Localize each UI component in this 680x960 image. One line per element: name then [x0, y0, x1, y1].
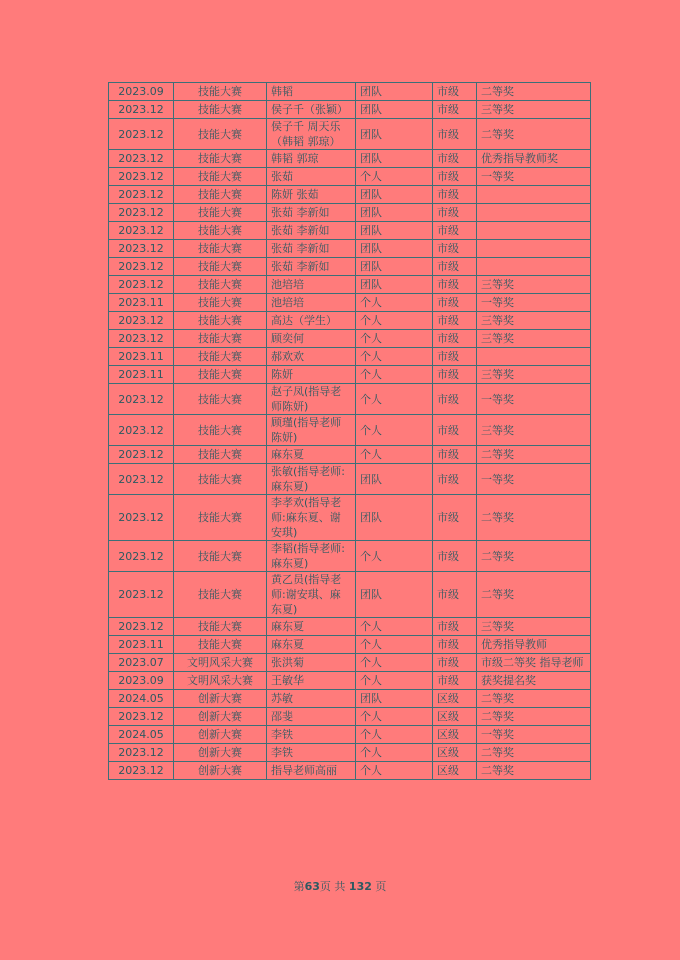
cell-event: 技能大赛 [174, 312, 267, 330]
table-row [109, 744, 591, 762]
cell-name: 张茹 [267, 168, 356, 186]
cell-award: 二等奖 [477, 572, 591, 618]
cell-date: 2023.11 [109, 366, 174, 384]
cell-date: 2023.11 [109, 294, 174, 312]
cell-level: 市级 [433, 101, 477, 119]
cell-name: 邵斐 [267, 708, 356, 726]
cell-event: 文明风采大赛 [174, 654, 267, 672]
table-row [109, 276, 591, 294]
cell-name: 李孝欢(指导老师:麻东夏、谢安琪) [267, 495, 356, 541]
cell-type: 个人 [356, 726, 433, 744]
cell-type: 团队 [356, 495, 433, 541]
cell-level: 市级 [433, 541, 477, 572]
cell-level: 市级 [433, 636, 477, 654]
cell-level: 市级 [433, 495, 477, 541]
table-row [109, 204, 591, 222]
cell-type: 个人 [356, 762, 433, 780]
cell-level: 市级 [433, 654, 477, 672]
cell-date: 2023.12 [109, 204, 174, 222]
cell-event: 技能大赛 [174, 150, 267, 168]
cell-name: 张茹 李新如 [267, 258, 356, 276]
cell-award [477, 204, 591, 222]
cell-date: 2023.12 [109, 762, 174, 780]
cell-date: 2023.12 [109, 541, 174, 572]
cell-type: 团队 [356, 119, 433, 150]
cell-name: 李铁 [267, 744, 356, 762]
table-row [109, 294, 591, 312]
cell-type: 个人 [356, 366, 433, 384]
cell-event: 技能大赛 [174, 258, 267, 276]
cell-name: 李韬(指导老师:麻东夏) [267, 541, 356, 572]
cell-name: 池培培 [267, 294, 356, 312]
cell-award: 二等奖 [477, 744, 591, 762]
cell-award [477, 222, 591, 240]
cell-award: 一等奖 [477, 168, 591, 186]
cell-type: 个人 [356, 708, 433, 726]
cell-date: 2023.11 [109, 348, 174, 366]
cell-level: 市级 [433, 384, 477, 415]
cell-date: 2023.12 [109, 240, 174, 258]
table-row [109, 330, 591, 348]
cell-type: 团队 [356, 276, 433, 294]
cell-type: 个人 [356, 348, 433, 366]
cell-award: 二等奖 [477, 690, 591, 708]
table-row [109, 690, 591, 708]
table-row [109, 464, 591, 495]
table-row [109, 446, 591, 464]
cell-event: 技能大赛 [174, 415, 267, 446]
cell-name: 侯子千 周天乐（韩韬 郭琼） [267, 119, 356, 150]
cell-level: 区级 [433, 762, 477, 780]
cell-date: 2023.12 [109, 168, 174, 186]
cell-event: 创新大赛 [174, 744, 267, 762]
footer-middle: 页 共 [319, 880, 346, 893]
cell-award: 一等奖 [477, 726, 591, 744]
cell-level: 市级 [433, 168, 477, 186]
cell-event: 创新大赛 [174, 708, 267, 726]
cell-date: 2023.12 [109, 186, 174, 204]
table-row [109, 572, 591, 618]
cell-award: 三等奖 [477, 276, 591, 294]
cell-type: 团队 [356, 204, 433, 222]
cell-event: 技能大赛 [174, 541, 267, 572]
cell-level: 市级 [433, 618, 477, 636]
cell-date: 2023.12 [109, 415, 174, 446]
cell-award: 二等奖 [477, 495, 591, 541]
cell-date: 2023.11 [109, 636, 174, 654]
cell-date: 2023.12 [109, 572, 174, 618]
table-row [109, 618, 591, 636]
cell-date: 2023.12 [109, 384, 174, 415]
cell-name: 张敏(指导老师:麻东夏) [267, 464, 356, 495]
cell-award: 三等奖 [477, 366, 591, 384]
cell-name: 陈妍 张茹 [267, 186, 356, 204]
table-row [109, 636, 591, 654]
cell-name: 指导老师高丽 [267, 762, 356, 780]
cell-award: 二等奖 [477, 762, 591, 780]
cell-type: 个人 [356, 541, 433, 572]
cell-type: 个人 [356, 330, 433, 348]
cell-event: 创新大赛 [174, 690, 267, 708]
cell-date: 2023.12 [109, 495, 174, 541]
cell-event: 技能大赛 [174, 83, 267, 101]
cell-award: 优秀指导教师奖 [477, 150, 591, 168]
table-row [109, 495, 591, 541]
table-row [109, 186, 591, 204]
cell-award [477, 348, 591, 366]
cell-event: 创新大赛 [174, 762, 267, 780]
cell-award: 三等奖 [477, 101, 591, 119]
table-row [109, 101, 591, 119]
cell-name: 麻东夏 [267, 446, 356, 464]
cell-type: 个人 [356, 294, 433, 312]
cell-date: 2023.12 [109, 276, 174, 294]
cell-type: 个人 [356, 744, 433, 762]
awards-table-body [109, 83, 591, 780]
cell-level: 区级 [433, 726, 477, 744]
table-row [109, 240, 591, 258]
cell-event: 创新大赛 [174, 726, 267, 744]
table-row [109, 222, 591, 240]
cell-award: 三等奖 [477, 330, 591, 348]
awards-table [108, 82, 591, 780]
cell-type: 个人 [356, 446, 433, 464]
footer-suffix: 页 [375, 880, 387, 893]
cell-award: 优秀指导教师 [477, 636, 591, 654]
cell-level: 市级 [433, 312, 477, 330]
cell-award: 市级二等奖 指导老师 [477, 654, 591, 672]
cell-award: 二等奖 [477, 541, 591, 572]
table-row [109, 541, 591, 572]
cell-type: 个人 [356, 168, 433, 186]
cell-award: 三等奖 [477, 312, 591, 330]
cell-name: 韩韬 郭琼 [267, 150, 356, 168]
cell-level: 区级 [433, 708, 477, 726]
footer-prefix: 第 [293, 880, 305, 893]
cell-event: 技能大赛 [174, 119, 267, 150]
cell-level: 市级 [433, 415, 477, 446]
cell-event: 技能大赛 [174, 222, 267, 240]
cell-date: 2023.12 [109, 464, 174, 495]
cell-event: 技能大赛 [174, 446, 267, 464]
cell-level: 市级 [433, 294, 477, 312]
cell-award [477, 186, 591, 204]
cell-name: 李铁 [267, 726, 356, 744]
cell-level: 市级 [433, 348, 477, 366]
table-row [109, 119, 591, 150]
cell-event: 技能大赛 [174, 464, 267, 495]
cell-type: 个人 [356, 415, 433, 446]
footer-page-number: 63 [304, 880, 320, 893]
cell-name: 苏敏 [267, 690, 356, 708]
cell-level: 市级 [433, 464, 477, 495]
cell-event: 技能大赛 [174, 348, 267, 366]
cell-name: 张茹 李新如 [267, 222, 356, 240]
table-row [109, 348, 591, 366]
cell-date: 2023.12 [109, 330, 174, 348]
cell-level: 市级 [433, 150, 477, 168]
cell-award: 获奖提名奖 [477, 672, 591, 690]
cell-award: 二等奖 [477, 708, 591, 726]
cell-type: 团队 [356, 186, 433, 204]
cell-date: 2023.12 [109, 222, 174, 240]
cell-level: 市级 [433, 240, 477, 258]
cell-event: 技能大赛 [174, 276, 267, 294]
cell-event: 技能大赛 [174, 384, 267, 415]
table-row [109, 384, 591, 415]
cell-date: 2023.12 [109, 258, 174, 276]
cell-date: 2023.12 [109, 446, 174, 464]
cell-type: 个人 [356, 672, 433, 690]
table-row [109, 150, 591, 168]
cell-event: 技能大赛 [174, 495, 267, 541]
table-row [109, 415, 591, 446]
cell-date: 2023.09 [109, 672, 174, 690]
cell-date: 2023.12 [109, 312, 174, 330]
cell-event: 技能大赛 [174, 101, 267, 119]
cell-event: 技能大赛 [174, 366, 267, 384]
cell-event: 技能大赛 [174, 168, 267, 186]
cell-award: 一等奖 [477, 464, 591, 495]
cell-date: 2023.12 [109, 618, 174, 636]
cell-level: 市级 [433, 204, 477, 222]
table-row [109, 366, 591, 384]
cell-level: 区级 [433, 744, 477, 762]
table-row [109, 654, 591, 672]
cell-name: 韩韬 [267, 83, 356, 101]
cell-name: 张茹 李新如 [267, 240, 356, 258]
cell-event: 技能大赛 [174, 240, 267, 258]
page-footer [0, 878, 680, 894]
table-row [109, 83, 591, 101]
cell-name: 王敏华 [267, 672, 356, 690]
table-row [109, 168, 591, 186]
cell-award: 二等奖 [477, 83, 591, 101]
cell-level: 市级 [433, 119, 477, 150]
cell-name: 黄乙员(指导老师:谢安琪、麻东夏) [267, 572, 356, 618]
cell-award: 二等奖 [477, 446, 591, 464]
cell-name: 麻东夏 [267, 618, 356, 636]
table-row [109, 258, 591, 276]
cell-award: 一等奖 [477, 294, 591, 312]
cell-name: 麻东夏 [267, 636, 356, 654]
cell-type: 团队 [356, 83, 433, 101]
cell-level: 市级 [433, 366, 477, 384]
cell-award: 一等奖 [477, 384, 591, 415]
cell-date: 2024.05 [109, 690, 174, 708]
cell-name: 侯子千（张颖） [267, 101, 356, 119]
table-row [109, 708, 591, 726]
cell-event: 技能大赛 [174, 636, 267, 654]
cell-event: 技能大赛 [174, 572, 267, 618]
cell-level: 市级 [433, 276, 477, 294]
cell-type: 团队 [356, 572, 433, 618]
cell-event: 技能大赛 [174, 618, 267, 636]
cell-name: 池培培 [267, 276, 356, 294]
cell-name: 张洪菊 [267, 654, 356, 672]
cell-name: 高达（学生） [267, 312, 356, 330]
cell-name: 顾瑾(指导老师陈妍) [267, 415, 356, 446]
cell-award: 三等奖 [477, 415, 591, 446]
cell-date: 2023.12 [109, 101, 174, 119]
cell-name: 顾奕何 [267, 330, 356, 348]
cell-date: 2023.07 [109, 654, 174, 672]
cell-date: 2023.12 [109, 150, 174, 168]
cell-name: 赵子凤(指导老师陈妍) [267, 384, 356, 415]
cell-name: 陈妍 [267, 366, 356, 384]
cell-level: 市级 [433, 330, 477, 348]
table-row [109, 312, 591, 330]
cell-type: 团队 [356, 690, 433, 708]
cell-type: 团队 [356, 101, 433, 119]
cell-date: 2023.12 [109, 119, 174, 150]
cell-type: 团队 [356, 240, 433, 258]
cell-level: 市级 [433, 83, 477, 101]
cell-award: 二等奖 [477, 119, 591, 150]
cell-type: 个人 [356, 384, 433, 415]
cell-type: 团队 [356, 222, 433, 240]
cell-type: 个人 [356, 618, 433, 636]
cell-date: 2023.09 [109, 83, 174, 101]
cell-level: 市级 [433, 672, 477, 690]
cell-award [477, 258, 591, 276]
cell-level: 市级 [433, 186, 477, 204]
cell-type: 团队 [356, 150, 433, 168]
cell-date: 2023.12 [109, 744, 174, 762]
cell-event: 技能大赛 [174, 186, 267, 204]
cell-level: 市级 [433, 572, 477, 618]
cell-name: 张茹 李新如 [267, 204, 356, 222]
cell-type: 团队 [356, 464, 433, 495]
cell-event: 文明风采大赛 [174, 672, 267, 690]
cell-level: 市级 [433, 222, 477, 240]
cell-award: 三等奖 [477, 618, 591, 636]
cell-date: 2023.12 [109, 708, 174, 726]
cell-event: 技能大赛 [174, 204, 267, 222]
cell-level: 市级 [433, 258, 477, 276]
table-row [109, 726, 591, 744]
cell-type: 个人 [356, 312, 433, 330]
cell-level: 市级 [433, 446, 477, 464]
cell-event: 技能大赛 [174, 294, 267, 312]
cell-award [477, 240, 591, 258]
cell-type: 团队 [356, 258, 433, 276]
table-row [109, 762, 591, 780]
cell-type: 个人 [356, 654, 433, 672]
cell-name: 郝欢欢 [267, 348, 356, 366]
footer-total-pages: 132 [348, 880, 372, 893]
cell-date: 2024.05 [109, 726, 174, 744]
table-row [109, 672, 591, 690]
cell-type: 个人 [356, 636, 433, 654]
cell-level: 区级 [433, 690, 477, 708]
cell-event: 技能大赛 [174, 330, 267, 348]
